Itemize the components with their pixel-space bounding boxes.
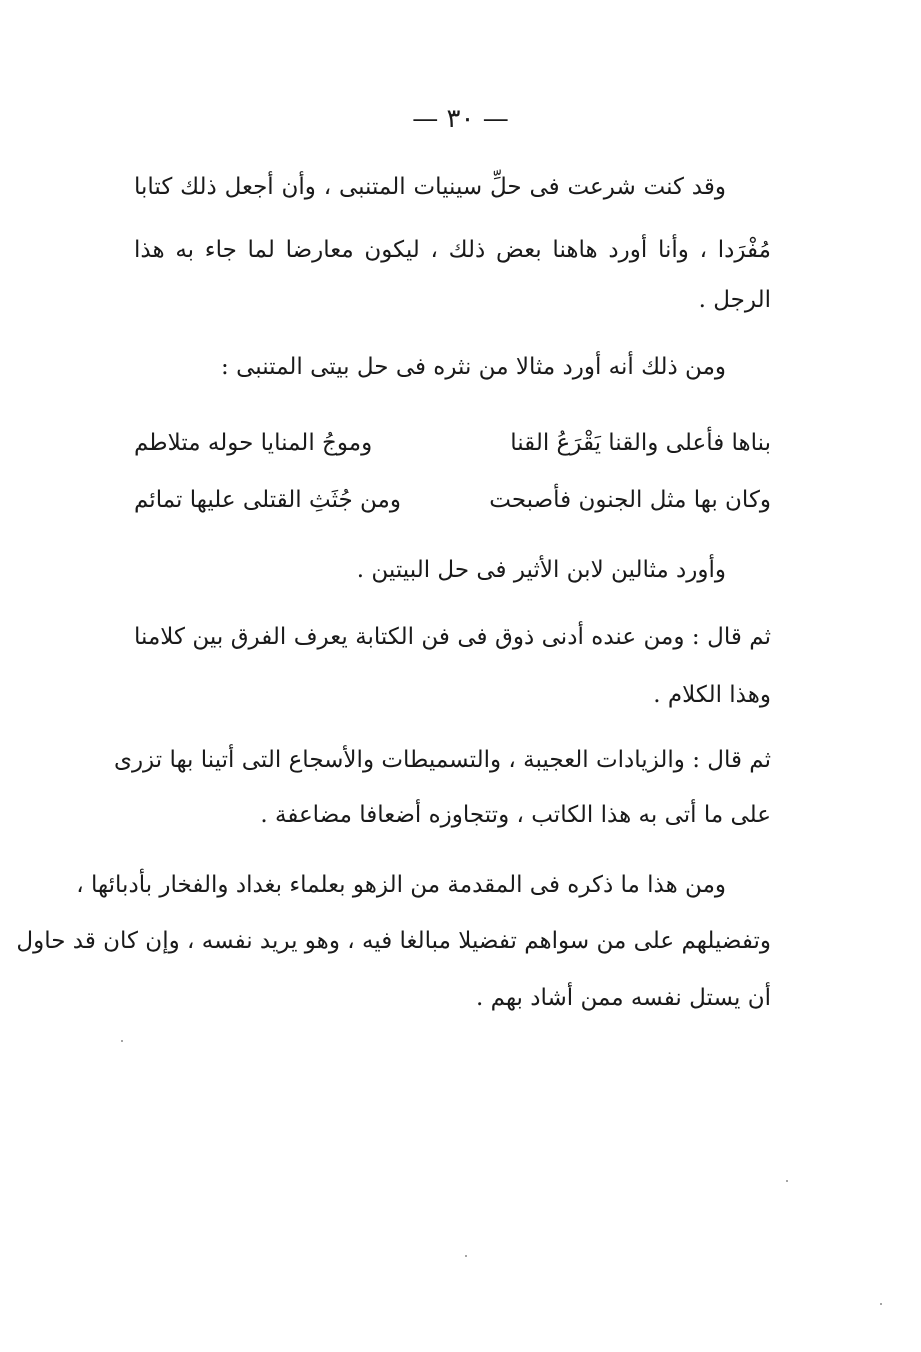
scan-speck: [121, 1040, 123, 1042]
paragraph-5-line-2: على ما أتى به هذا الكاتب ، وتتجاوزه أضعافا مضاعفة .: [260, 802, 771, 828]
paragraph-6-line-3: أن يستل نفسه ممن أشاد بهم .: [476, 985, 771, 1011]
paragraph-1-line-3: الرجل .: [698, 287, 771, 313]
paragraph-1-line-2: مُفْرَدا ، وأنا أورد هاهنا بعض ذلك ، ليكون معارضا لما جاء به هذا: [134, 237, 772, 263]
scan-speck: [786, 1180, 788, 1182]
paragraph-5-line-1: ثم قال : والزيادات العجيبة ، والتسميطات والأسجاع التى أتينا بها تزرى: [113, 747, 771, 773]
paragraph-1-line-1: وقد كنت شرعت فى حلِّ سينيات المتنبى ، وأن أجعل ذلك كتابا: [134, 174, 726, 200]
verse-1-first-hemistich: بناها فأعلى والقنا يَقْرَعُ القنا: [510, 430, 771, 456]
paragraph-2-line-1: ومن ذلك أنه أورد مثالا من نثره فى حل بيتى المتنبى :: [221, 354, 726, 380]
paragraph-3-line-1: وأورد مثالين لابن الأثير فى حل البيتين .: [356, 557, 726, 583]
paragraph-6-line-1: ومن هذا ما ذكره فى المقدمة من الزهو بعلماء بغداد والفخار بأدبائها ،: [76, 872, 726, 898]
paragraph-4-line-1: ثم قال : ومن عنده أدنى ذوق فى فن الكتابة يعرف الفرق بين كلامنا: [134, 624, 771, 650]
paragraph-4-line-2: وهذا الكلام .: [653, 682, 771, 708]
verse-1-second-hemistich: وموجُ المنايا حوله متلاطم: [134, 430, 373, 456]
scan-speck: [880, 1303, 882, 1305]
page-number: — ٣٠ —: [412, 104, 509, 134]
verse-2-first-hemistich: وكان بها مثل الجنون فأصبحت: [489, 487, 771, 513]
scan-speck: [465, 1255, 467, 1257]
verse-2-second-hemistich: ومن جُثَثِ القتلى عليها تمائم: [134, 487, 401, 513]
paragraph-6-line-2: وتفضيلهم على من سواهم تفضيلا مبالغا فيه ، وهو يريد نفسه ، وإن كان قد حاول: [16, 928, 771, 954]
